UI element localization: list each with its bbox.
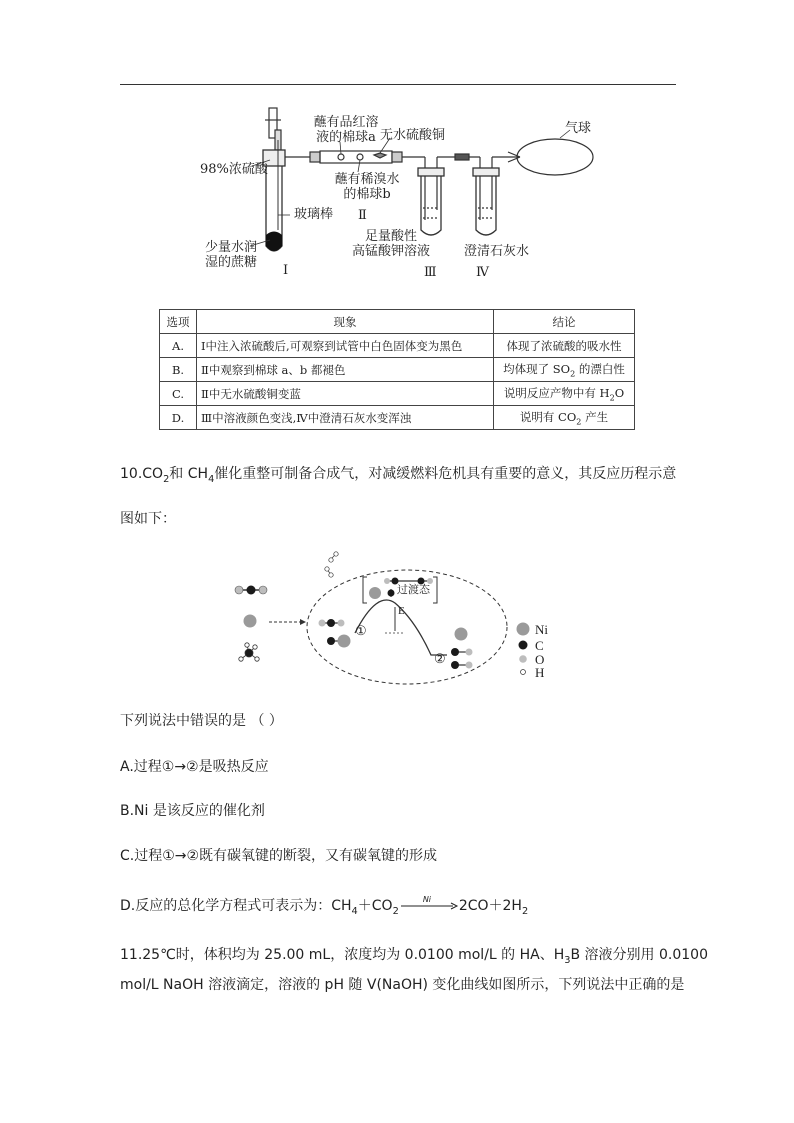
label-sugar-1: 少量水润 <box>204 240 257 255</box>
table-row <box>160 358 635 382</box>
q10-option-c: C.过程①→②既有碳氧键的断裂，又有碳氧键的形成 <box>120 848 438 864</box>
cell-conclusion: 说明反应产物中有 $H_2O$ <box>494 382 635 406</box>
ts-label: 过渡态 <box>397 584 430 596</box>
table-header-row <box>160 310 635 334</box>
test-tube-3 <box>418 168 444 235</box>
q10-option-d: D.反应的总化学方程式可表示为：$CH_4+CO_2$ Ni $2CO+2H_2$ <box>120 895 529 917</box>
table-row <box>160 406 635 430</box>
q11-line1: 11.25℃时，体积均为 25.00 mL，浓度均为 0.0100 mol/L 的 HA、$H_3B$ 溶液分别用 0.0100 <box>120 947 708 966</box>
legend-h: H <box>535 665 545 680</box>
legend-o: O <box>535 652 545 667</box>
cell-phenomenon: Ⅱ中观察到棉球 a、b 都褪色 <box>197 358 494 382</box>
legend-ni: Ni <box>535 622 548 637</box>
cell-phenomenon: Ⅰ中注入浓硫酸后,可观察到试管中白色固体变为黑色 <box>197 334 494 358</box>
header-phenomenon: 现象 <box>197 310 494 334</box>
table-row <box>160 334 635 358</box>
label-kmno4-1: 足量酸性 <box>364 229 417 244</box>
options-table <box>159 309 635 430</box>
label-cotton-a-1: 蘸有品红溶 <box>313 115 379 130</box>
cell-phenomenon: Ⅲ中溶液颜色变浅,Ⅳ中澄清石灰水变浑浊 <box>197 406 494 430</box>
co2-molecule <box>235 586 267 595</box>
label-roman-1: Ⅰ <box>283 263 289 278</box>
legend-dots <box>517 623 530 675</box>
q10-line1: $10.CO_2$和 $CH_4$催化重整可制备合成气，对减缓燃料危机具有重要的意义，其反应历程示意 <box>120 466 677 485</box>
label-balloon: 气球 <box>565 121 592 136</box>
reaction-arrow: Ni <box>399 899 459 913</box>
label-sugar-2: 湿的蔗糖 <box>204 255 257 270</box>
ch4-molecule <box>239 643 259 661</box>
q10-option-a: A.过程①→②是吸热反应 <box>120 759 269 775</box>
e-label: E <box>398 605 405 617</box>
q10-line2: 图如下： <box>120 511 176 527</box>
mechanism-diagram <box>225 545 565 685</box>
label-kmno4-2: 高锰酸钾溶液 <box>351 244 430 259</box>
label-limewater: 澄清石灰水 <box>464 244 530 259</box>
step-1-label: ① <box>355 623 367 638</box>
cell-option: B. <box>160 358 197 382</box>
sugar-blob <box>266 232 282 252</box>
label-cuso4: 无水硫酸铜 <box>380 128 446 143</box>
dropping-funnel <box>265 108 281 150</box>
label-roman-4: Ⅳ <box>476 265 489 280</box>
table-row <box>160 382 635 406</box>
label-roman-2: Ⅱ <box>358 208 367 223</box>
header-rule <box>120 84 676 85</box>
cell-option: C. <box>160 382 197 406</box>
ni-atom <box>244 615 257 628</box>
legend-c: C <box>535 638 544 653</box>
cell-conclusion: 均体现了 $SO_2$ 的漂白性 <box>494 358 635 382</box>
state-1-atoms <box>319 619 351 648</box>
cell-conclusion: 体现了浓硫酸的吸水性 <box>494 334 635 358</box>
label-acid: 98%浓硫酸 <box>200 162 268 177</box>
label-cotton-b-2: 的棉球b <box>343 187 391 202</box>
test-tube-4 <box>473 168 499 235</box>
state-2-atoms <box>451 628 473 670</box>
step-2-label: ② <box>434 651 446 666</box>
cell-conclusion: 说明有 $CO_2$ 产生 <box>494 406 635 430</box>
label-cotton-b-1: 蘸有稀溴水 <box>334 172 400 187</box>
q10-question: 下列说法中错误的是 （ ） <box>120 713 283 729</box>
label-cotton-a-2: 液的棉球a <box>316 130 376 145</box>
label-glass-rod: 玻璃棒 <box>294 207 334 222</box>
cell-option: A. <box>160 334 197 358</box>
balloon <box>508 139 593 175</box>
h2-molecule <box>325 552 338 577</box>
cell-option: D. <box>160 406 197 430</box>
label-roman-3: Ⅲ <box>424 265 437 280</box>
q10-option-b: B.Ni 是该反应的催化剂 <box>120 803 265 819</box>
cell-phenomenon: Ⅱ中无水硫酸铜变蓝 <box>197 382 494 406</box>
header-conclusion: 结论 <box>494 310 635 334</box>
q11-line2: mol/L NaOH 溶液滴定，溶液的 pH 随 V(NaOH) 变化曲线如图所示，下列说法中正确的是 <box>120 977 685 993</box>
header-option: 选项 <box>160 310 197 334</box>
